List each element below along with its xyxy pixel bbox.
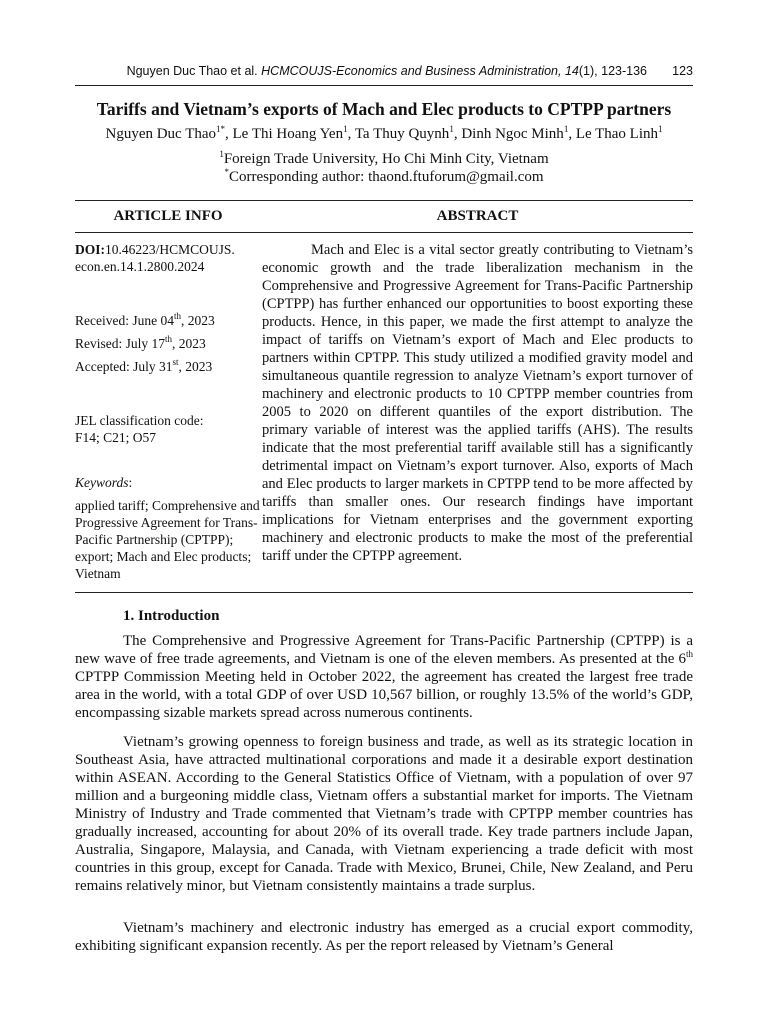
section-heading-introduction: 1. Introduction [123,608,220,624]
running-header-citation [127,64,647,78]
received-date: Received: June 04th, 2023 [75,311,215,328]
abstract-heading: ABSTRACT [436,208,519,224]
author: Ta Thuy Quynh$^1$, [354,124,462,142]
author: Le Thi Hoang Yen$^1$, [232,124,355,142]
doi-link[interactable]: 10.46223/HCMCOUJS. econ.en.14.1.2800.2024 [75,242,235,274]
running-header [75,64,693,82]
affiliation: $^1$Foreign Trade University, Ho Chi Minh City, Vietnam [219,149,549,167]
author: Dinh Ngoc Minh$^1$, [461,124,576,142]
doi: DOI:10.46223/HCMCOUJS. econ.en.14.1.2800.2024 [75,242,235,274]
corresponding-author: *Corresponding author: thaond.ftuforum@gmail.com [224,167,544,185]
keywords-label: Keywords: [75,475,133,490]
header-volume: 14 [564,64,579,78]
accepted-date: Accepted: July 31st, 2023 [75,357,213,374]
header-issue-pages: (1), 123-136 [578,64,647,78]
keywords: applied tariff; Comprehensive and Progressive Agreement for Trans-Pacific Partnership (CPTPP); export; Mach and Elec products; Vietnam [75,498,260,581]
revised-date: Revised: July 17th, 2023 [75,334,206,351]
page-number: 123 [672,64,693,78]
intro-paragraph-3: Vietnam’s machinery and electronic industry has emerged as a crucial export commodity, exhibiting significant expansion recently. As per the report released by Vietnam’s General [75,920,693,954]
intro-paragraph-2: Vietnam’s growing openness to foreign business and trade, as well as its strategic location in Southeast Asia, have attracted multinational corporations and made it a desirable export destination within ASEAN. According to the General Statistics Office of Vietnam, with a population of over 97 million and a burgeoning middle class, Vietnam offers a substantial market for imports. The Vietnam Ministry of Industry and Trade commented that Vietnam’s trade with CPTPP member countries has gradually increased, accounting for about 20% of its overall trade. Key trade partners include Japan, Australia, Singapore, Malaysia, and Canada, with Vietnam experiencing a trade deficit with most countries in this group, except for Canada. Trade with Mexico, Brunei, Chile, New Zealand, and Peru remains relatively minor, but Vietnam consistently maintains a trade surplus. [75,734,693,894]
header-rule [75,85,693,86]
info-top-rule [75,200,693,201]
jel-classification: JEL classification code: F14; C21; O57 [75,413,204,445]
header-authors: Nguyen Duc Thao et al. [126,64,258,78]
intro-paragraph-1: The Comprehensive and Progressive Agreement for Trans-Pacific Partnership (CPTPP) is a new wave of free trade agreements, and Vietnam is one of the eleven members. As presented at the 6th CPTPP Commission Meeting held in October 2022, the agreement has created the largest free trade area in the world, with a total GDP of over USD 10,567 billion, or roughly 13.5% of the world’s GDP, encompassing sizable markets spread across numerous continents. [75,633,693,721]
author-list [75,126,693,143]
header-journal: HCMCOUJS-Economics and Business Administration, [261,64,562,78]
article-info-heading: ARTICLE INFO [113,208,223,224]
paper-title: Tariffs and Vietnam’s exports of Mach and Elec products to CPTPP partners [96,99,672,119]
info-bottom-rule [75,592,693,593]
info-header-rule [75,232,693,233]
author: Nguyen Duc Thao$^{1*}$, [105,124,233,142]
author: Le Thao Linh$^1$ [575,124,663,142]
abstract-text: Mach and Elec is a vital sector greatly contributing to Vietnam’s economic growth and the trade liberalization mechanism in the Comprehensive and Progressive Agreement for Trans-Pacific Partnership (CPTPP) has further enhanced our opportunities to boost exporting these products. Hence, in this paper, we made the first attempt to analyze the impact of tariffs on Vietnam’s export of Mach and Elec products to partners within CPTPP. This study utilized a modified gravity model and simultaneous quantile regression to analyze Vietnam’s export turnover of machinery and electronic products to 10 CPTPP member countries from 2005 to 2020 on different quantiles of the export distribution. The primary variable of interest was the applied tariffs (AHS). The results indicate that the most preferential tariff available still has a significantly detrimental impact on Vietnam’s export turnover. Also, exports of Mach and Elec products to larger markets in CPTPP tend to be more affected by tariffs than smaller ones. Our research findings have important implications for Vietnam enterprises and the government exporting machinery and electronic products to make the most of the preferential tariff under the CPTPP agreement. [262,242,693,564]
